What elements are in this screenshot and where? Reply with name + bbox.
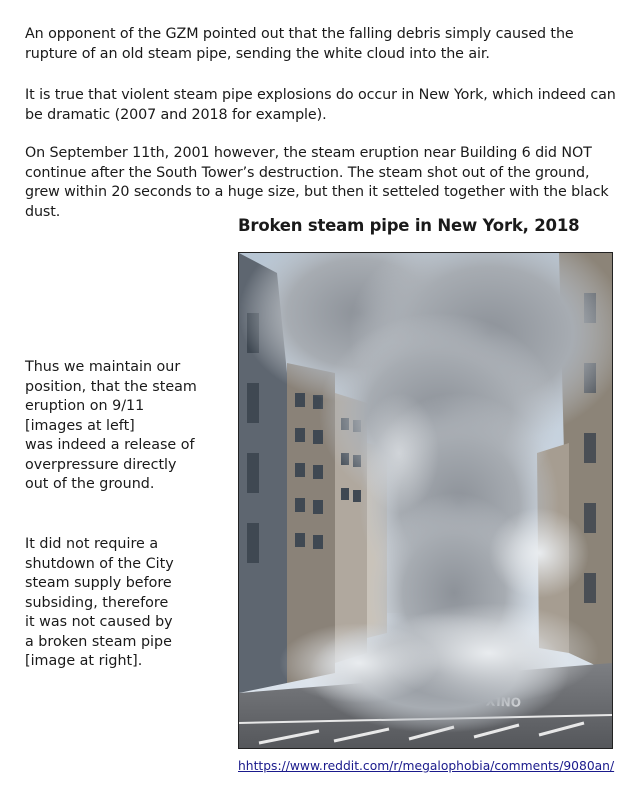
sidebar-line: [image at right]. [25, 653, 143, 669]
sidebar-line: steam supply before [25, 575, 172, 591]
sidebar-line: subsiding, therefore [25, 594, 169, 611]
steam-pipe-photo [238, 252, 613, 749]
source-link[interactable]: hhttps://www.reddit.com/r/megalophobia/comments/9080an/ [238, 759, 615, 773]
sidebar-conclusion [25, 358, 225, 495]
sidebar-line: shutdown of the City [25, 555, 174, 572]
sidebar-line: Thus we maintain our [25, 359, 181, 375]
sidebar-line: overpressure directly [25, 456, 177, 473]
sidebar-line: out of the ground. [25, 476, 155, 492]
figure-caption: Broken steam pipe in New York, 2018 [238, 216, 580, 235]
sidebar-line: it was not caused by [25, 614, 173, 630]
sidebar-line: a broken steam pipe [25, 633, 172, 650]
sidebar-line: position, that the steam [25, 378, 197, 395]
sidebar-line: eruption on 9/11 [25, 398, 145, 414]
paragraph-intro: An opponent of the GZM pointed out that the falling debris simply caused the rupture of an old steam pipe, sending the white cloud into the air. [25, 26, 574, 62]
sidebar-line: [images at left] [25, 417, 135, 434]
sidebar-line: was indeed a release of [25, 437, 195, 453]
paragraph-steam-explosions: It is true that violent steam pipe explosions do occur in New York, which indeed can be dramatic (2007 and 2018 for example). [25, 87, 616, 123]
paragraph-september-11: On September 11th, 2001 however, the steam eruption near Building 6 did NOT continue after the South Tower’s destruction. The steam shot out of the ground, grew within 20 seconds to a huge size, but then it setteled together with the black dust. [25, 145, 609, 220]
sidebar-line: It did not require a [25, 536, 159, 552]
sidebar-argument [25, 535, 225, 672]
